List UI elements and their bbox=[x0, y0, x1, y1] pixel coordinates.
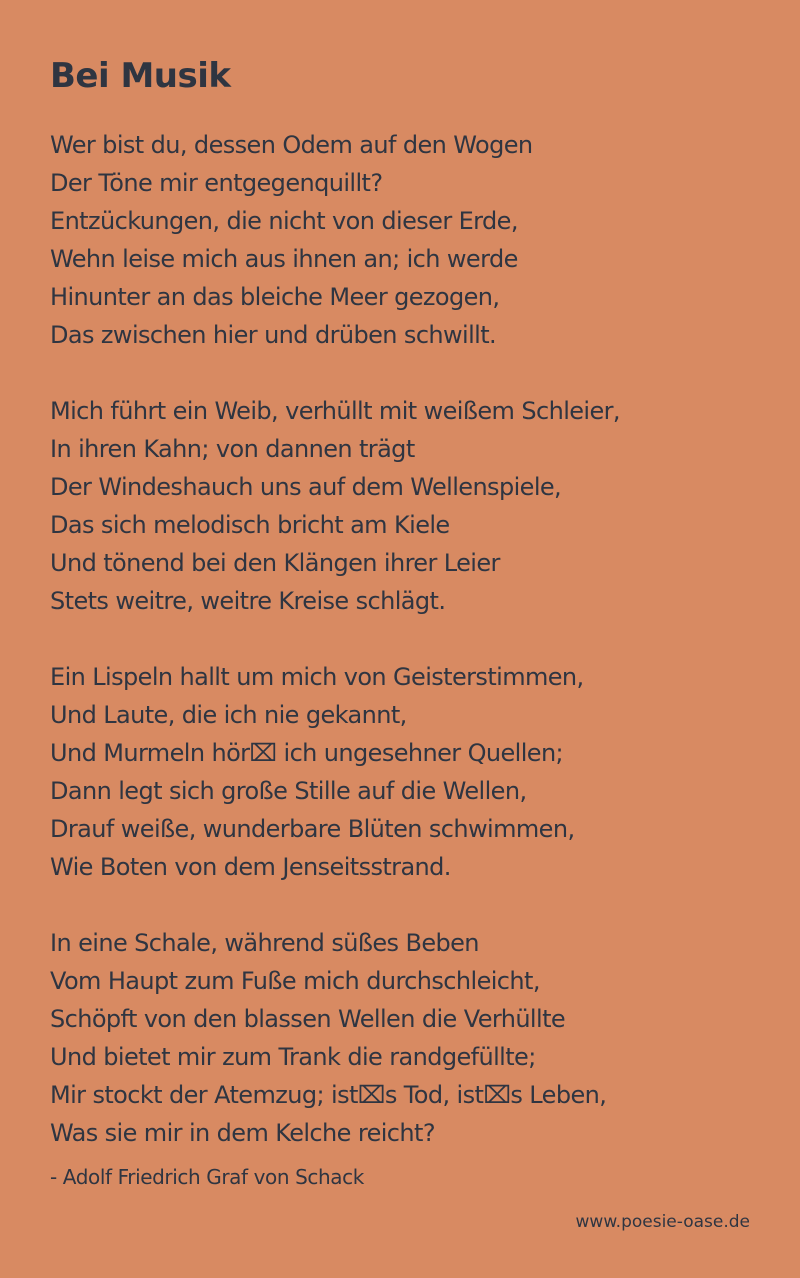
poem-line: Und tönend bei den Klängen ihrer Leier bbox=[50, 549, 500, 577]
poem-line: In ihren Kahn; von dannen trägt bbox=[50, 435, 415, 463]
poem-body bbox=[50, 126, 770, 1190]
poem-line: Das sich melodisch bricht am Kiele bbox=[50, 511, 450, 539]
poem-line: Wie Boten von dem Jenseitsstrand. bbox=[50, 853, 451, 881]
poem-line: Was sie mir in dem Kelche reicht? bbox=[50, 1119, 435, 1147]
poem-line: Und bietet mir zum Trank die randgefüllte; bbox=[50, 1043, 536, 1071]
poem-line: Der Töne mir entgegenquillt? bbox=[50, 169, 383, 197]
poem-line: Mich führt ein Weib, verhüllt mit weißem Schleier, bbox=[50, 397, 620, 425]
stanza-3 bbox=[50, 658, 770, 886]
stanza-4 bbox=[50, 924, 770, 1152]
poem-line: Wehn leise mich aus ihnen an; ich werde bbox=[50, 245, 518, 273]
poem-line: Wer bist du, dessen Odem auf den Wogen bbox=[50, 131, 533, 159]
stanza-2 bbox=[50, 392, 770, 620]
poem-line: Ein Lispeln hallt um mich von Geisterstimmen, bbox=[50, 663, 584, 691]
poem-line: In eine Schale, während süßes Beben bbox=[50, 929, 479, 957]
stanza-1 bbox=[50, 126, 770, 354]
poem-line: Drauf weiße, wunderbare Blüten schwimmen, bbox=[50, 815, 575, 843]
poem-line: Dann legt sich große Stille auf die Wellen, bbox=[50, 777, 527, 805]
website-credit: www.poesie-oase.de bbox=[575, 1212, 750, 1232]
poem-line: Und Laute, die ich nie gekannt, bbox=[50, 701, 407, 729]
poem-line: Hinunter an das bleiche Meer gezogen, bbox=[50, 283, 500, 311]
poem-line: Vom Haupt zum Fuße mich durchschleicht, bbox=[50, 967, 540, 995]
poem-author: - Adolf Friedrich Graf von Schack bbox=[50, 1165, 364, 1189]
poem-line: Schöpft von den blassen Wellen die Verhüllte bbox=[50, 1005, 566, 1033]
poem-line: Der Windeshauch uns auf dem Wellenspiele, bbox=[50, 473, 562, 501]
poem-line: Mir stockt der Atemzug; ist⌧s Tod, ist⌧s Leben, bbox=[50, 1081, 607, 1109]
poem-title: Bei Musik bbox=[50, 56, 231, 96]
poem-line: Das zwischen hier und drüben schwillt. bbox=[50, 321, 497, 349]
poem-line: Stets weitre, weitre Kreise schlägt. bbox=[50, 587, 446, 615]
poem-line: Und Murmeln hör⌧ ich ungesehner Quellen; bbox=[50, 739, 564, 767]
poem-line: Entzückungen, die nicht von dieser Erde, bbox=[50, 207, 518, 235]
